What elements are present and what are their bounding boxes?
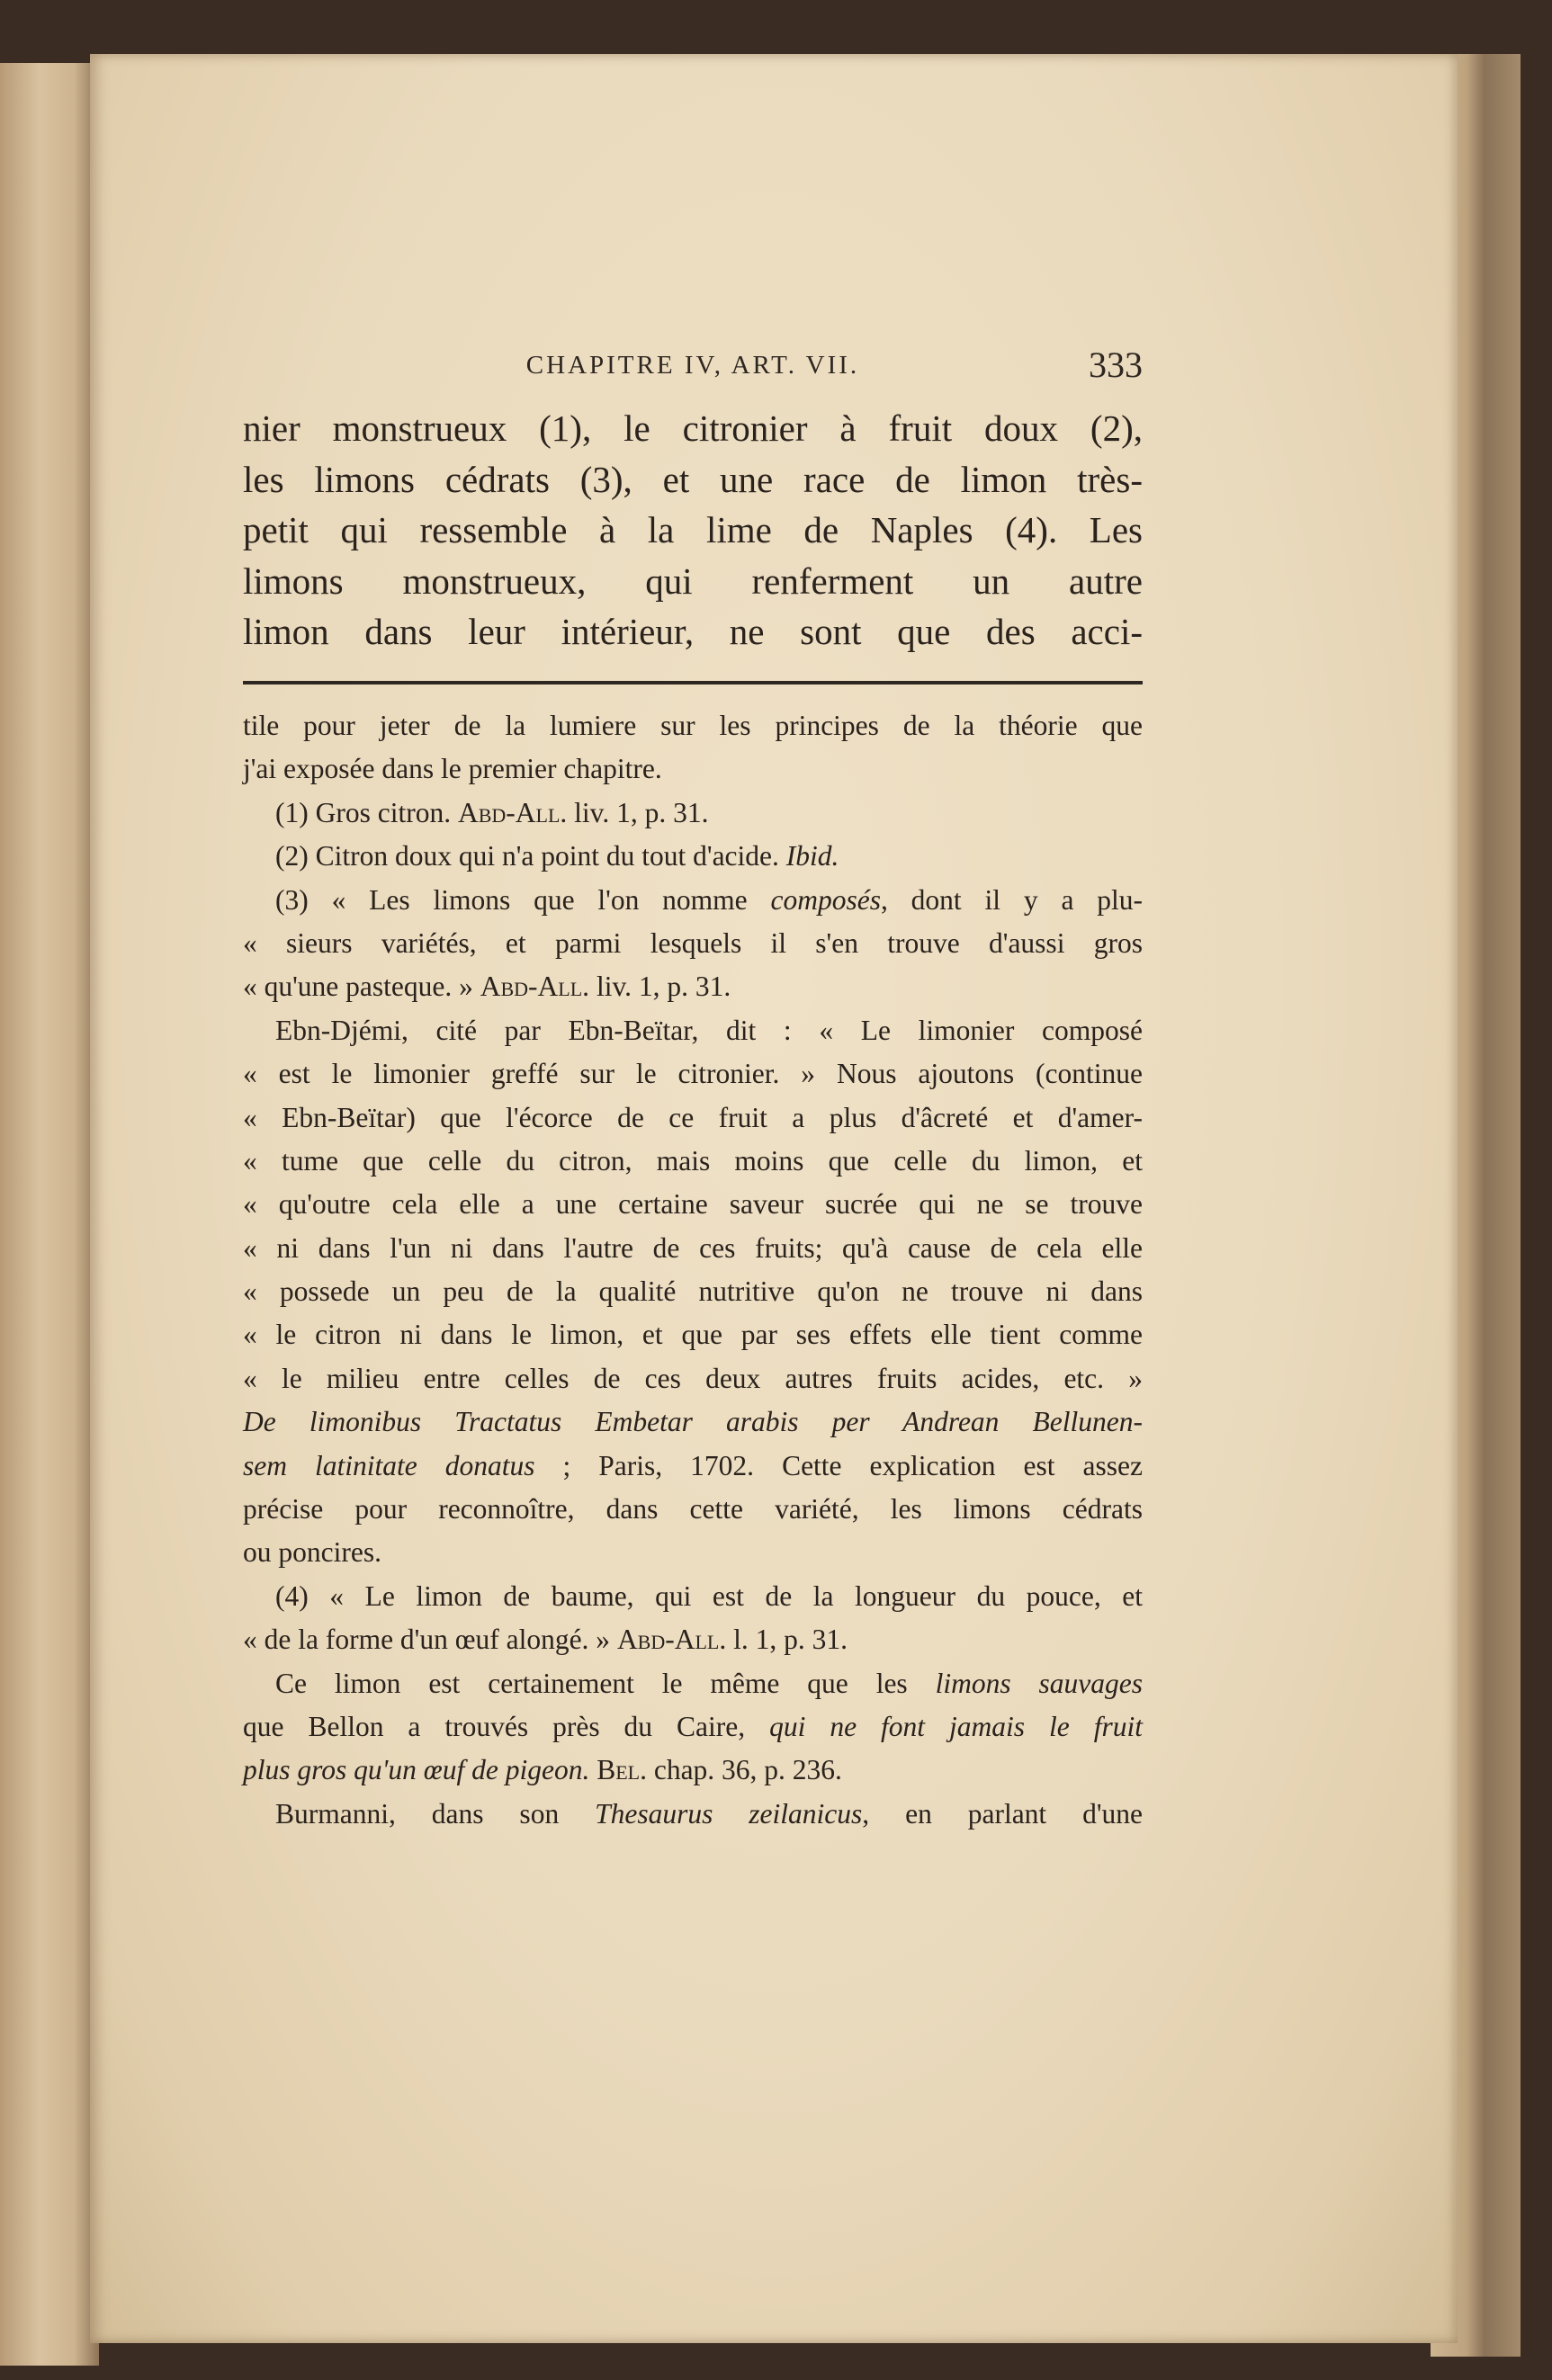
text-segment: les limons cédrats (3), et une race de limon très- <box>243 458 1143 500</box>
footnote-line <box>243 1227 1143 1270</box>
text-segment: liv. 1, p. 31. <box>567 796 709 828</box>
footnote-line <box>243 1400 1143 1444</box>
text-segment: chap. 36, p. 236. <box>646 1754 842 1786</box>
italic-text: Ibid. <box>785 840 839 872</box>
footnote-line <box>243 1270 1143 1313</box>
running-title: CHAPITRE IV, ART. VII. <box>525 351 860 380</box>
footnote-line <box>243 1488 1143 1531</box>
italic-text: Thesaurus zeilanicus <box>595 1797 863 1830</box>
text-segment: j'ai exposée dans le premier chapitre. <box>243 753 662 785</box>
text-segment: , dont il y a plu- <box>880 883 1144 916</box>
text-segment: Ce limon est certainement le même que les <box>275 1667 936 1699</box>
italic-text: composés <box>770 883 881 916</box>
small-caps-citation: Abd-All. <box>480 971 590 1003</box>
footnote-line <box>243 1531 1143 1574</box>
body-line <box>243 403 1143 454</box>
footnote-line <box>243 792 1143 835</box>
footnote-line <box>243 1096 1143 1140</box>
text-segment: « Ebn-Beïtar) que l'écorce de ce fruit a plus d'âcreté et d'amer- <box>243 1101 1143 1133</box>
text-segment: (2) Citron doux qui n'a point du tout d'acide. <box>275 840 786 872</box>
text-segment: précise pour reconnoître, dans cette variété, les limons cédrats <box>243 1493 1143 1526</box>
text-segment: ou poncires. <box>243 1536 381 1569</box>
text-segment: « est le limonier greffé sur le citronier. » Nous ajoutons (continue <box>243 1058 1143 1090</box>
body-line <box>243 606 1143 658</box>
small-caps-citation: Abd-All. <box>616 1624 727 1656</box>
text-segment: petit qui ressemble à la lime de Naples (4). Les <box>243 509 1143 550</box>
footnote-separator-rule <box>243 681 1143 684</box>
footnote-line <box>243 1749 1143 1792</box>
text-segment: « ni dans l'un ni dans l'autre de ces fruits; qu'à cause de cela elle <box>243 1231 1143 1264</box>
text-segment: l. 1, p. 31. <box>726 1624 848 1656</box>
text-segment: « qu'une pasteque. » <box>243 971 480 1003</box>
footnote-line <box>243 704 1143 747</box>
main-text <box>243 403 1143 658</box>
text-segment: limon dans leur intérieur, ne sont que des acci- <box>243 611 1143 652</box>
footnote-line <box>243 1313 1143 1356</box>
text-segment: , en parlant d'une <box>862 1797 1144 1830</box>
footnote-line <box>243 747 1143 791</box>
footnote-line <box>243 1357 1143 1400</box>
footnote-line <box>243 1575 1143 1618</box>
body-line <box>243 505 1143 556</box>
text-segment: Ebn-Djémi, cité par Ebn-Beïtar, dit : « Le limonier composé <box>275 1014 1143 1046</box>
text-segment: « le milieu entre celles de ces deux autres fruits acides, etc. » <box>243 1362 1143 1394</box>
footnote-line <box>243 1618 1143 1661</box>
footnote-line <box>243 879 1143 922</box>
footnote-line <box>243 835 1143 878</box>
italic-text: plus gros qu'un œuf de pigeon. <box>243 1754 590 1786</box>
body-line <box>243 556 1143 607</box>
text-segment: liv. 1, p. 31. <box>589 971 731 1003</box>
text-segment: limons monstrueux, qui renferment un autre <box>243 559 1143 602</box>
text-segment: « le citron ni dans le limon, et que par ses effets elle tient comme <box>243 1319 1143 1351</box>
facing-page-edge <box>0 63 99 2366</box>
footnote-line <box>243 1793 1143 1836</box>
footnote-line <box>243 922 1143 965</box>
page-header <box>243 344 1143 389</box>
italic-text: sem latinitate donatus <box>243 1449 535 1481</box>
small-caps-citation: Bel. <box>597 1754 647 1786</box>
text-segment: Burmanni, dans son <box>275 1797 596 1830</box>
italic-text: De limonibus Tractatus Embetar arabis per Andrean Bellunen- <box>243 1406 1143 1438</box>
text-segment: ; Paris, 1702. Cette explication est assez <box>534 1449 1143 1481</box>
text-segment: nier monstrueux (1), le citronier à fruit doux (2), <box>243 407 1143 449</box>
italic-text: limons sauvages <box>935 1667 1143 1699</box>
footnote-line <box>243 1140 1143 1183</box>
footnote-line <box>243 1662 1143 1705</box>
text-segment: « de la forme d'un œuf alongé. » <box>243 1624 617 1656</box>
footnotes <box>243 704 1143 1836</box>
page-number: 333 <box>1089 344 1143 385</box>
body-line <box>243 454 1143 506</box>
text-segment: « sieurs variétés, et parmi lesquels il s'en trouve d'aussi gros <box>243 926 1143 959</box>
text-segment: (3) « Les limons que l'on nomme <box>275 883 771 916</box>
footnote-line <box>243 1052 1143 1096</box>
footnote-line <box>243 965 1143 1008</box>
text-segment: « tume que celle du citron, mais moins que celle du limon, et <box>243 1144 1143 1177</box>
text-segment: que Bellon a trouvés près du Caire, <box>243 1710 770 1742</box>
footnote-line <box>243 1705 1143 1749</box>
small-caps-citation: Abd-All. <box>457 796 568 828</box>
footnote-line <box>243 1009 1143 1052</box>
italic-text: qui ne font jamais le fruit <box>769 1710 1143 1742</box>
text-segment: tile pour jeter de la lumiere sur les principes de la théorie que <box>243 710 1143 741</box>
text-segment: « possede un peu de la qualité nutritive qu'on ne trouve ni dans <box>243 1275 1143 1308</box>
footnote-line <box>243 1183 1143 1226</box>
text-segment: (4) « Le limon de baume, qui est de la longueur du pouce, et <box>275 1579 1143 1612</box>
footnote-line <box>243 1445 1143 1488</box>
text-segment: (1) Gros citron. <box>275 796 458 828</box>
text-segment: « qu'outre cela elle a une certaine saveur sucrée qui ne se trouve <box>243 1188 1143 1221</box>
